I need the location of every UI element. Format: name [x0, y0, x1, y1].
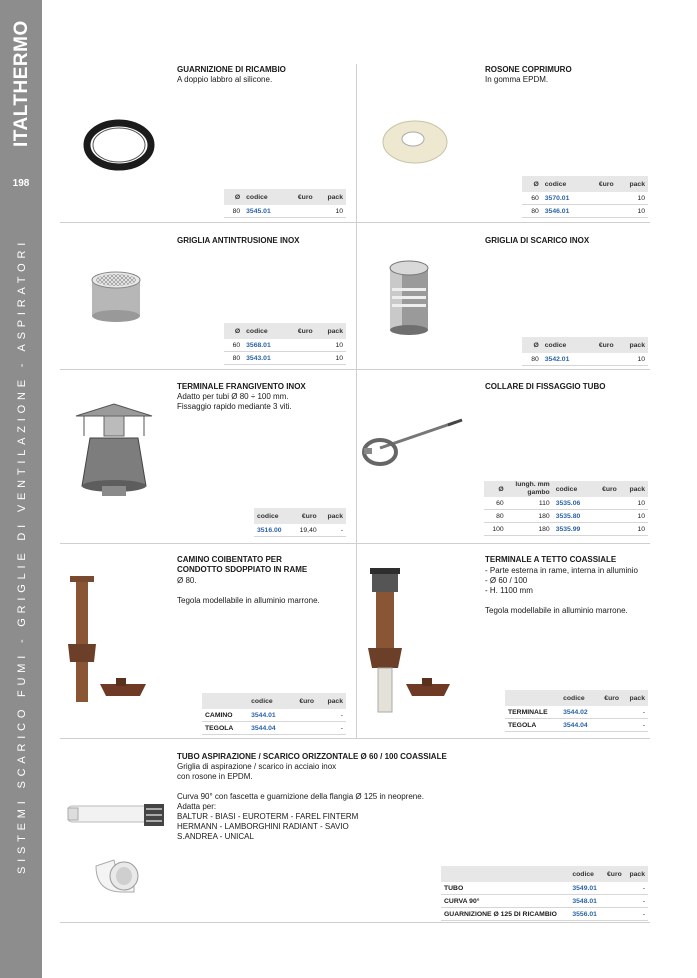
- product-description: Griglia di aspirazione / scarico in acciaio inox con rosone in EPDM. Curva 90° con fascetta e guarnizione della flangia Ø 125 in neoprene. Adatta per: BALTUR - BIASI - EUROTERM - FAREL FINTERM HERMANN - LAMBORGHINI RADIANT - SAVIO S.ANDREA - UNICAL: [177, 762, 424, 841]
- product-description: Ø 80. Tegola modellabile in alluminio marrone.: [177, 576, 320, 605]
- copper-chimney-image: [60, 574, 150, 704]
- table-row: [202, 722, 346, 735]
- product-code: 3516.00: [254, 524, 291, 537]
- col-header: codice: [560, 690, 597, 706]
- divider: [60, 543, 650, 544]
- divider: [60, 369, 650, 370]
- col-header: €uro: [586, 176, 616, 192]
- col-header: €uro: [286, 323, 315, 339]
- cell: [602, 895, 624, 908]
- product-code: 3544.01: [248, 709, 289, 722]
- table-row: [522, 353, 648, 366]
- col-header: €uro: [289, 693, 317, 709]
- col-header: pack: [620, 481, 648, 497]
- page-number: 198: [12, 178, 30, 189]
- cell: 10: [620, 497, 648, 510]
- product-title: GRIGLIA DI SCARICO INOX: [485, 236, 590, 245]
- col-header: codice: [569, 866, 602, 882]
- cell: [593, 523, 620, 536]
- divider: [60, 222, 650, 223]
- col-header: codice: [542, 337, 587, 353]
- product-title: CAMINO COIBENTATO PER CONDOTTO SDOPPIATO IN RAME: [177, 555, 308, 574]
- price-table: [441, 866, 648, 921]
- cell: [289, 709, 317, 722]
- col-header: pack: [317, 693, 346, 709]
- product-code: 3570.01: [542, 192, 587, 205]
- product-code: 3545.01: [243, 205, 286, 218]
- cell: [586, 353, 616, 366]
- pipe-clamp-image: [360, 392, 464, 474]
- cell: 60: [484, 497, 507, 510]
- cell: [593, 510, 620, 523]
- col-header: [505, 690, 560, 706]
- wall-rosette-image: [380, 115, 450, 165]
- cell: 10: [617, 353, 648, 366]
- col-header: Ø: [522, 176, 542, 192]
- mesh-grille-image: [86, 266, 146, 324]
- cell: 80: [522, 205, 542, 218]
- col-header: €uro: [602, 866, 624, 882]
- cell: 10: [316, 205, 346, 218]
- horizontal-coaxial-pipe-image: [62, 796, 170, 900]
- divider: [356, 64, 357, 738]
- col-header: Ø: [522, 337, 542, 353]
- cell: -: [625, 882, 648, 895]
- product-code: 3546.01: [542, 205, 587, 218]
- exhaust-grille-image: [384, 258, 434, 336]
- row-label: TEGOLA: [505, 719, 560, 732]
- row-label: CAMINO: [202, 709, 248, 722]
- product-title: TERMINALE A TETTO COASSIALE: [485, 555, 617, 564]
- price-table: [522, 176, 648, 218]
- product-description: In gomma EPDM.: [485, 75, 549, 84]
- cell: [286, 339, 315, 352]
- col-header: pack: [316, 189, 346, 205]
- cell: [597, 719, 622, 732]
- cell: [593, 497, 620, 510]
- product-code: 3544.02: [560, 706, 597, 719]
- product-code: 3535.06: [553, 497, 593, 510]
- price-table: [202, 693, 346, 735]
- windproof-terminal-image: [72, 402, 156, 498]
- cell: [286, 205, 315, 218]
- product-code: 3543.01: [243, 352, 286, 365]
- divider: [60, 738, 650, 739]
- col-header: pack: [625, 866, 648, 882]
- product-code: 3544.04: [248, 722, 289, 735]
- product-title: ROSONE COPRIMURO: [485, 65, 572, 74]
- cell: -: [625, 895, 648, 908]
- price-table: [224, 323, 346, 365]
- cell: -: [317, 709, 346, 722]
- product-code: 3556.01: [569, 908, 602, 921]
- product-code: 3568.01: [243, 339, 286, 352]
- product-title: TUBO ASPIRAZIONE / SCARICO ORIZZONTALE Ø 60 / 100 COASSIALE: [177, 752, 447, 761]
- price-table: [522, 337, 648, 366]
- table-row: [441, 882, 648, 895]
- col-header: [202, 693, 248, 709]
- col-header: [441, 866, 569, 882]
- table-row: [484, 523, 648, 536]
- product-description: A doppio labbro al silicone.: [177, 75, 273, 84]
- col-header: codice: [542, 176, 587, 192]
- price-table: [254, 508, 346, 537]
- col-header: €uro: [593, 481, 620, 497]
- table-row: [505, 706, 648, 719]
- product-code: 3535.80: [553, 510, 593, 523]
- col-header: Ø: [484, 481, 507, 497]
- cell: 10: [316, 339, 346, 352]
- brand-logo: ITALTHERMO: [11, 20, 32, 147]
- col-header: lungh. mm gambo: [507, 481, 553, 497]
- cell: [586, 205, 616, 218]
- cell: [286, 352, 315, 365]
- cell: 110: [507, 497, 553, 510]
- col-header: €uro: [597, 690, 622, 706]
- cell: [602, 882, 624, 895]
- row-label: CURVA 90°: [441, 895, 569, 908]
- product-code: 3548.01: [569, 895, 602, 908]
- cell: 10: [316, 352, 346, 365]
- cell: 60: [522, 192, 542, 205]
- row-label: GUARNIZIONE Ø 125 DI RICAMBIO: [441, 908, 569, 921]
- cell: [602, 908, 624, 921]
- cell: 10: [617, 192, 648, 205]
- cell: -: [317, 722, 346, 735]
- table-row: [484, 510, 648, 523]
- table-row: [484, 497, 648, 510]
- cell: [586, 192, 616, 205]
- col-header: pack: [617, 337, 648, 353]
- row-label: TUBO: [441, 882, 569, 895]
- cell: 10: [617, 205, 648, 218]
- price-table: [505, 690, 648, 732]
- divider: [60, 922, 650, 923]
- col-header: codice: [254, 508, 291, 524]
- product-title: GRIGLIA ANTINTRUSIONE INOX: [177, 236, 300, 245]
- table-row: [224, 339, 346, 352]
- col-header: €uro: [286, 189, 315, 205]
- cell: 10: [620, 523, 648, 536]
- table-row: [254, 524, 346, 537]
- cell: [597, 706, 622, 719]
- gasket-image: [82, 115, 156, 175]
- cell: 80: [224, 205, 243, 218]
- cell: 60: [224, 339, 243, 352]
- cell: 80: [522, 353, 542, 366]
- section-title: SISTEMI SCARICO FUMI - GRIGLIE DI VENTILAZIONE - ASPIRATORI: [16, 237, 28, 874]
- table-row: [505, 719, 648, 732]
- cell: -: [625, 908, 648, 921]
- product-description: - Parte esterna in rame, interna in alluminio - Ø 60 / 100 - H. 1100 mm Tegola modellabile in alluminio marrone.: [485, 566, 638, 615]
- cell: -: [622, 706, 648, 719]
- col-header: codice: [553, 481, 593, 497]
- col-header: Ø: [224, 189, 243, 205]
- cell: 180: [507, 523, 553, 536]
- sidebar: [0, 0, 42, 978]
- cell: 80: [224, 352, 243, 365]
- product-code: 3535.99: [553, 523, 593, 536]
- cell: [289, 722, 317, 735]
- table-row: [441, 895, 648, 908]
- col-header: pack: [320, 508, 346, 524]
- col-header: pack: [316, 323, 346, 339]
- col-header: €uro: [586, 337, 616, 353]
- cell: 80: [484, 510, 507, 523]
- row-label: TEGOLA: [202, 722, 248, 735]
- cell: 100: [484, 523, 507, 536]
- product-code: 3549.01: [569, 882, 602, 895]
- col-header: codice: [243, 323, 286, 339]
- product-title: COLLARE DI FISSAGGIO TUBO: [485, 382, 606, 391]
- cell: -: [320, 524, 346, 537]
- col-header: pack: [617, 176, 648, 192]
- product-code: 3542.01: [542, 353, 587, 366]
- price: 19,40: [291, 524, 319, 537]
- product-description: Adatto per tubi Ø 80 ÷ 100 mm. Fissaggio rapido mediante 3 viti.: [177, 392, 292, 411]
- col-header: pack: [622, 690, 648, 706]
- col-header: codice: [243, 189, 286, 205]
- table-row: [224, 352, 346, 365]
- cell: -: [622, 719, 648, 732]
- coaxial-roof-terminal-image: [362, 566, 452, 716]
- col-header: €uro: [291, 508, 319, 524]
- col-header: codice: [248, 693, 289, 709]
- row-label: TERMINALE: [505, 706, 560, 719]
- price-table: [224, 189, 346, 218]
- product-title: GUARNIZIONE DI RICAMBIO: [177, 65, 286, 74]
- cell: 180: [507, 510, 553, 523]
- price-table: [484, 481, 648, 536]
- table-row: [202, 709, 346, 722]
- table-row: [522, 192, 648, 205]
- col-header: Ø: [224, 323, 243, 339]
- product-code: 3544.04: [560, 719, 597, 732]
- product-title: TERMINALE FRANGIVENTO INOX: [177, 382, 306, 391]
- table-row: [522, 205, 648, 218]
- cell: 10: [620, 510, 648, 523]
- table-row: [441, 908, 648, 921]
- table-row: [224, 205, 346, 218]
